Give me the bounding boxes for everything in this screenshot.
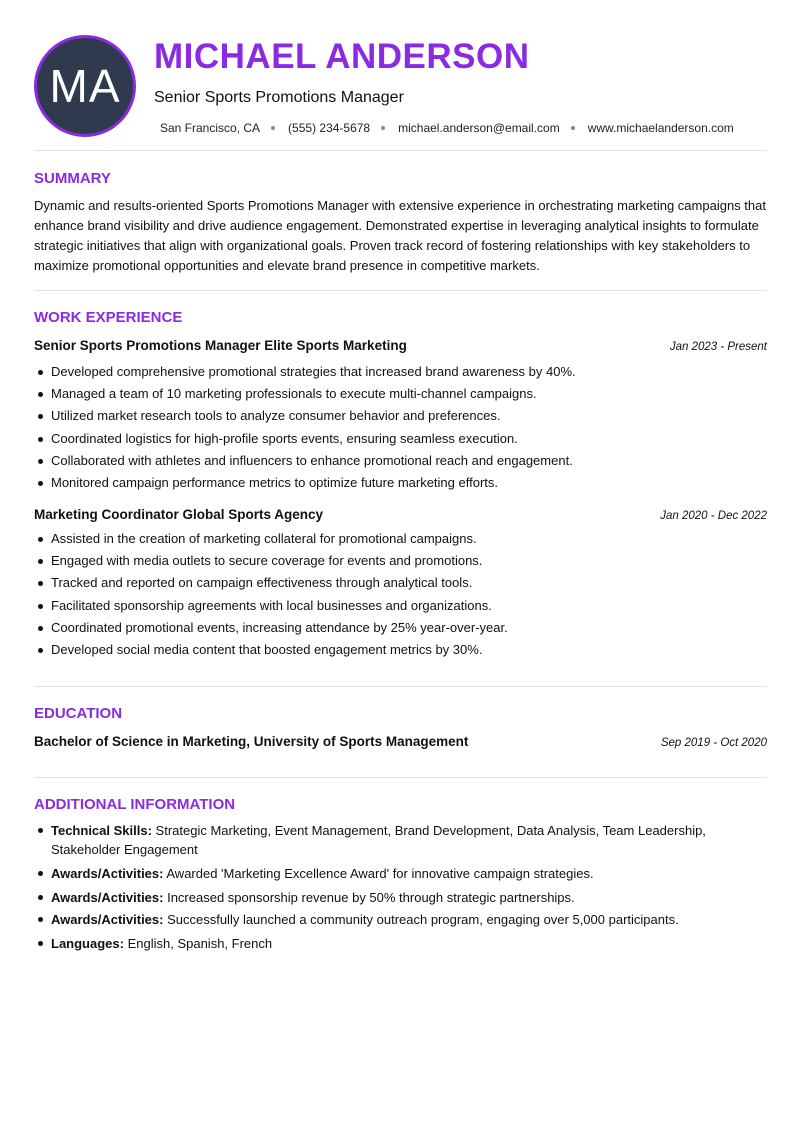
list-item: Coordinated promotional events, increasing attendance by 25% year-over-year. — [51, 617, 767, 639]
list-item: Coordinated logistics for high-profile sports events, ensuring seamless execution. — [51, 428, 767, 450]
list-item: Facilitated sponsorship agreements with local businesses and organizations. — [51, 595, 767, 617]
contact-email[interactable]: michael.anderson@email.com — [398, 121, 560, 135]
job-title: Marketing Coordinator Global Sports Agency — [34, 507, 324, 522]
list-item — [51, 910, 767, 929]
item-text: Awarded 'Marketing Excellence Award' for innovative campaign strategies. — [163, 866, 594, 881]
list-item: Managed a team of 10 marketing professionals to execute multi-channel campaigns. — [51, 383, 767, 405]
list-item: Monitored campaign performance metrics to optimize future marketing efforts. — [51, 472, 767, 494]
job-bullets — [34, 361, 767, 494]
degree: Bachelor of Science in Marketing, University of Sports Management — [34, 734, 469, 749]
item-label: Awards/Activities: — [51, 912, 164, 927]
list-item — [51, 864, 767, 883]
item-text: Strategic Marketing, Event Management, Brand Development, Data Analysis, Team Leadership, Stakeholder Engagement — [51, 823, 706, 857]
item-text: Successfully launched a community outreach program, engaging over 5,000 participants. — [163, 912, 679, 927]
contact-line — [160, 121, 734, 135]
contact-location: San Francisco, CA — [160, 121, 261, 135]
list-item — [51, 934, 767, 953]
summary-text: Dynamic and results-oriented Sports Promotions Manager with extensive experience in orchestrating marketing campaigns that enhance brand visibility and drive audience engagement. Demonstrated expertise in leveraging analytical insights to formulate strategic initiatives that align with organizational goals. Proven track record of fostering relationships with key stakeholders to maximize promotional opportunities and elevate brand presence in competitive markets. — [34, 198, 766, 273]
item-text: Increased sponsorship revenue by 50% through strategic partnerships. — [163, 890, 575, 905]
list-item: Assisted in the creation of marketing collateral for promotional campaigns. — [51, 528, 767, 550]
summary-heading: SUMMARY — [34, 170, 111, 187]
job-bullets — [34, 528, 767, 661]
list-item: Utilized market research tools to analyze consumer behavior and preferences. — [51, 405, 767, 427]
job-dates: Jan 2020 - Dec 2022 — [660, 510, 767, 522]
additional-info-heading: ADDITIONAL INFORMATION — [34, 796, 236, 813]
job-dates: Jan 2023 - Present — [669, 341, 767, 353]
item-label: Awards/Activities: — [51, 890, 164, 905]
item-text: English, Spanish, French — [123, 936, 273, 951]
avatar — [34, 35, 136, 137]
list-item — [51, 888, 767, 907]
avatar-initials: MA — [49, 60, 121, 112]
divider — [34, 290, 767, 291]
item-label: Languages: — [51, 936, 124, 951]
contact-website[interactable]: www.michaelanderson.com — [587, 121, 734, 135]
contact-phone: (555) 234-5678 — [288, 121, 371, 135]
list-item: Collaborated with athletes and influencers to enhance promotional reach and engagement. — [51, 450, 767, 472]
divider — [34, 777, 767, 778]
candidate-role: Senior Sports Promotions Manager — [154, 89, 404, 106]
list-item: Developed comprehensive promotional strategies that increased brand awareness by 40%. — [51, 361, 767, 383]
separator-dot-icon — [271, 126, 275, 130]
divider — [34, 686, 767, 687]
item-label: Technical Skills: — [51, 823, 152, 838]
education-dates: Sep 2019 - Oct 2020 — [660, 737, 767, 749]
additional-info-list — [34, 821, 767, 958]
divider — [34, 150, 767, 151]
separator-dot-icon — [381, 126, 385, 130]
list-item: Engaged with media outlets to secure coverage for events and promotions. — [51, 550, 767, 572]
item-label: Awards/Activities: — [51, 866, 164, 881]
list-item — [51, 821, 767, 859]
job-header — [34, 507, 767, 522]
job-title: Senior Sports Promotions Manager Elite Sports Marketing — [34, 338, 407, 353]
list-item: Tracked and reported on campaign effectiveness through analytical tools. — [51, 572, 767, 594]
work-experience-heading: WORK EXPERIENCE — [34, 309, 183, 326]
job-header — [34, 338, 767, 353]
candidate-name: MICHAEL ANDERSON — [154, 37, 530, 76]
education-row — [34, 734, 767, 749]
list-item: Developed social media content that boosted engagement metrics by 30%. — [51, 639, 767, 661]
education-heading: EDUCATION — [34, 705, 123, 722]
separator-dot-icon — [571, 126, 575, 130]
